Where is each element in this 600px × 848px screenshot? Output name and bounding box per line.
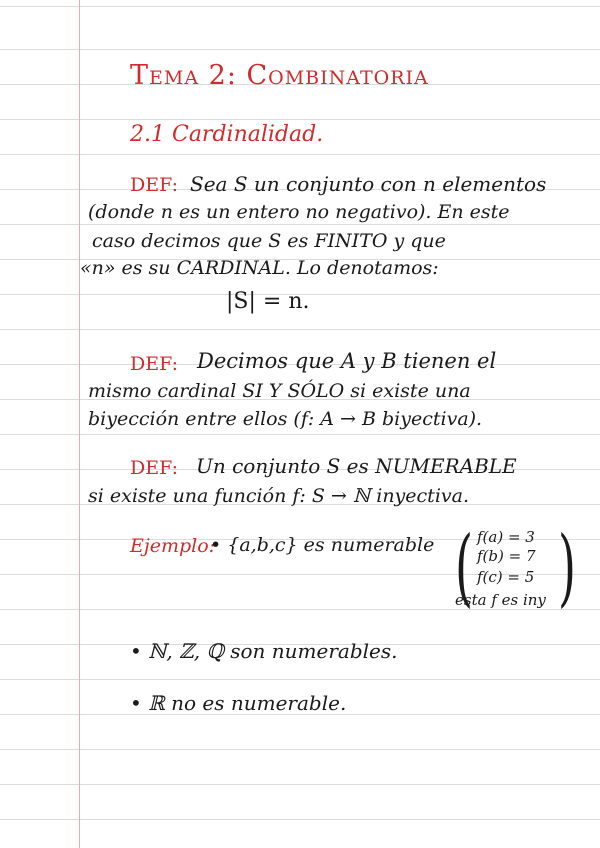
example-function-cases xyxy=(455,518,580,622)
def-label: DEF: xyxy=(130,353,179,375)
case-line: f(a) = 3 xyxy=(477,528,535,546)
cardinal-formula: |S| = n. xyxy=(226,289,310,314)
example-label: Ejemplo: xyxy=(130,535,216,557)
def1-line-1: Sea S un conjunto con n elementos xyxy=(190,172,547,196)
def1-line-2: (donde n es un entero no negativo). En este xyxy=(88,201,510,223)
close-paren: ) xyxy=(558,518,577,616)
margin-line xyxy=(79,0,80,848)
bullet-item: • ℝ no es numerable. xyxy=(130,691,347,715)
def2-line-1: Decimos que A y B tienen el xyxy=(197,349,497,373)
bullet-item: • ℕ, ℤ, ℚ son numerables. xyxy=(130,639,398,663)
def-label: DEF: xyxy=(130,174,179,196)
page-title: Tema 2: Combinatoria xyxy=(130,60,429,91)
def-label: DEF: xyxy=(130,457,179,479)
def1-line-3: caso decimos que S es FINITO y que xyxy=(92,230,446,252)
example-text: • {a,b,c} es numerable xyxy=(210,534,435,556)
def2-line-2: mismo cardinal SI Y SÓLO si existe una xyxy=(88,380,471,402)
def3-line-2: si existe una función f: S → ℕ inyectiva. xyxy=(88,485,469,507)
case-line: esta f es iny xyxy=(455,591,546,609)
section-heading: 2.1 Cardinalidad. xyxy=(130,122,324,147)
case-line: f(b) = 7 xyxy=(477,547,536,565)
def3-line-1: Un conjunto S es NUMERABLE xyxy=(196,454,517,478)
def1-line-4: «n» es su CARDINAL. Lo denotamos: xyxy=(80,257,439,279)
open-paren: ( xyxy=(455,518,474,616)
def2-line-3: biyección entre ellos (f: A → B biyectiva). xyxy=(88,408,483,430)
case-line: f(c) = 5 xyxy=(477,568,535,586)
